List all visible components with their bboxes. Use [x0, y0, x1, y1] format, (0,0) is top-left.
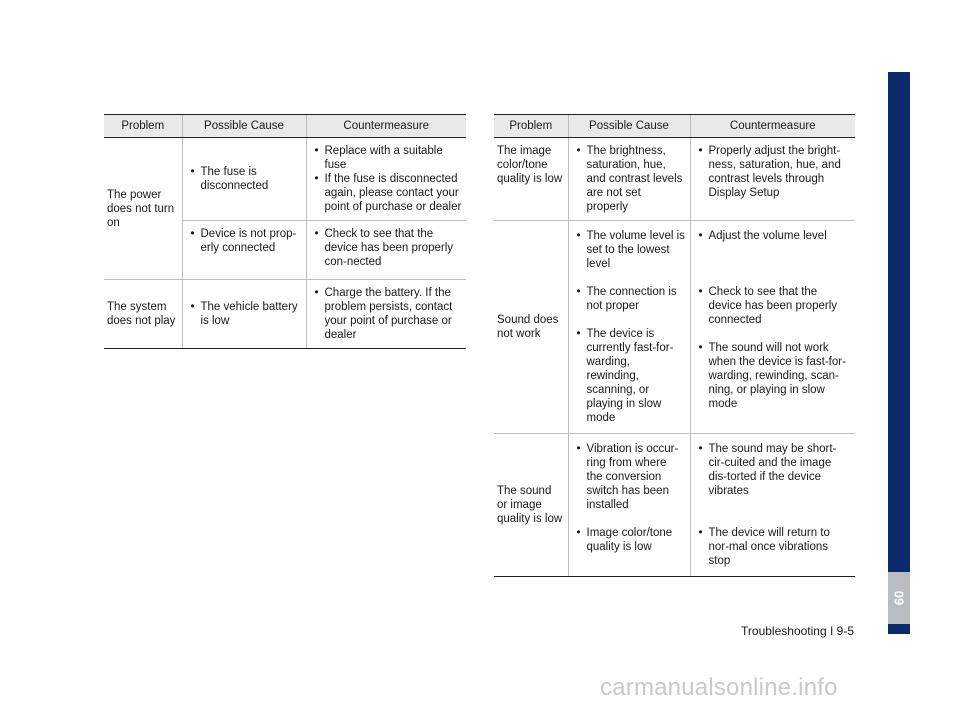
table-row — [494, 221, 855, 434]
header-problem: Problem — [494, 115, 568, 138]
list-item: • Vibration is occur-ring from where the conversion switch has been installed — [575, 442, 686, 512]
chapter-side-tab — [888, 72, 910, 634]
problem-cell: The power does not turn on — [104, 138, 182, 280]
list-item: • Charge the battery. If the problem persists, contact your point of purchase or dealer — [313, 286, 463, 342]
left-troubleshooting-table — [104, 114, 466, 349]
page-footer: Troubleshooting I 9-5 — [741, 624, 854, 638]
problem-cell: The image color/tone quality is low — [494, 138, 568, 221]
list-item: • The brightness, saturation, hue, and contrast levels are not set properly — [575, 144, 686, 214]
countermeasure-cell — [306, 138, 466, 221]
problem-cell: The sound or image quality is low — [494, 434, 568, 577]
table-row — [494, 434, 855, 577]
cause-cell — [182, 280, 306, 349]
list-item: • Check to see that the device has been properly con-nected — [313, 227, 463, 269]
header-possible-cause: Possible Cause — [182, 115, 306, 138]
countermeasure-cell — [306, 221, 466, 280]
list-item: • Adjust the volume level — [697, 229, 852, 243]
header-countermeasure: Countermeasure — [690, 115, 855, 138]
list-item: • The vehicle battery is low — [189, 300, 302, 328]
chapter-marker — [888, 572, 910, 624]
countermeasure-cell — [306, 280, 466, 349]
list-item: • The device is currently fast-for-warding, rewinding, scanning, or playing in slow mode — [575, 327, 686, 425]
cause-cell — [568, 138, 690, 221]
table-row — [494, 138, 855, 221]
list-item: • The sound may be short-cir-cuited and the image dis-torted if the device vibrates — [697, 442, 852, 498]
list-item: • The fuse is disconnected — [189, 165, 302, 193]
header-possible-cause: Possible Cause — [568, 115, 690, 138]
countermeasure-cell — [690, 221, 855, 434]
header-problem: Problem — [104, 115, 182, 138]
problem-cell: Sound does not work — [494, 221, 568, 434]
table-row — [104, 280, 466, 349]
list-item: • Check to see that the device has been properly connected — [697, 285, 852, 327]
list-item: • Properly adjust the bright-ness, saturation, hue, and contrast levels through Display Setup — [697, 144, 852, 200]
chapter-number: 09 — [891, 590, 907, 606]
list-item: • The device will return to nor-mal once vibrations stop — [697, 526, 852, 568]
cause-cell — [182, 221, 306, 280]
list-item: • The volume level is set to the lowest level — [575, 229, 686, 271]
list-item: • Replace with a suitable fuse — [313, 144, 463, 172]
list-item: • If the fuse is disconnected again, please contact your point of purchase or dealer — [313, 172, 463, 214]
list-item: • Device is not prop-erly connected — [189, 227, 302, 255]
countermeasure-cell — [690, 434, 855, 577]
cause-cell — [568, 221, 690, 434]
cause-cell — [182, 138, 306, 221]
list-item: • The sound will not work when the device is fast-for-warding, rewinding, scan-ning, or playing in slow mode — [697, 341, 852, 411]
table-row — [104, 138, 466, 221]
problem-cell: The system does not play — [104, 280, 182, 349]
right-troubleshooting-table — [494, 114, 855, 577]
list-item: • Image color/tone quality is low — [575, 526, 686, 554]
cause-cell — [568, 434, 690, 577]
countermeasure-cell — [690, 138, 855, 221]
list-item: • The connection is not proper — [575, 285, 686, 313]
header-countermeasure: Countermeasure — [306, 115, 466, 138]
watermark: carmanualsonline.info — [600, 674, 838, 701]
